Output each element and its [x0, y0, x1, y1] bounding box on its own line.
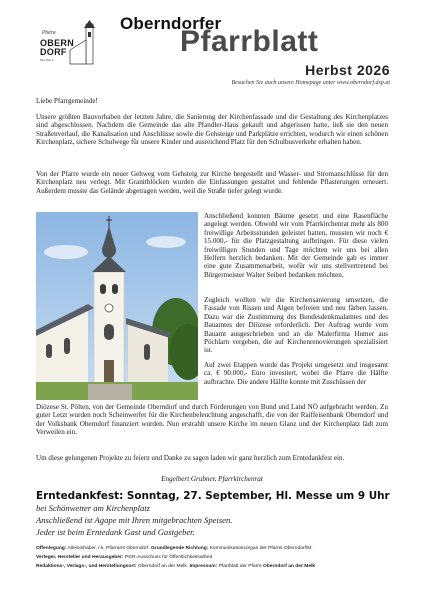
impressum-line-1	[36, 544, 388, 553]
event-line-1: bei Schönwetter am Kirchenplatz	[36, 503, 151, 513]
paragraph-1: Unsere größten Bauvorhaben der letzten Jahre, die Sanierung der Kirchenfassade und die Gestaltung des Kirchenplatzes sind abgeschlossen. Nachdem die Gemeinde das alte Pfandler-Haus gekauft und abgerissen hatte, ließ sie den neuen Straßenverlauf, die Kanalisation und Anschlüsse sowie die Gehsteige und Parkplätze errichten, wodurch wir einen schönen Kirchenplatz, sichere Schulwege für unsere Kinder und ausreichend Platz für den Schulbusverkehr erhalten haben.	[36, 113, 388, 147]
impressum-label-offenlegung: Offenlegung:	[36, 546, 67, 551]
paragraph-5b: Diözese St. Pölten, von der Gemeinde Oberndorf und durch Förderungen von Bund und Land NÖ aufgebracht werden. Zu guter Letzt wurden noch Scheinwerfer für die Kirchenbeleuchtung angeschafft, die von der Raiffeisenbank Oberndorf und der Volksbank Oberndorf finanziert wurden. Nun erstrahlt unsere Kirche im neuen Glanz und der Kirchenplatz lädt zum Verweilen ein.	[36, 403, 388, 437]
paragraph-4: Zugleich wollten wir die Kirchensanierung umsetzen, die Fassade von Rissen und Algen befreien und neu färben lassen. Dazu war die Zustimmung des Bundesdenkmalamtes und des Bauamtes der Diözese erforderlich. Der Auftrag wurde vom Bauamt ausgeschrieben und an die Malerfirma Humer aus Pöchlarn vergeben, die auf Kirchenrenovierungen spezialisiert ist.	[204, 296, 388, 355]
logo-line-2: DORF	[40, 47, 67, 57]
logo-tiny-text: BEI MELK	[40, 58, 54, 62]
paragraph-3: Anschließend konnten Bäume gesetzt und eine Rasenfläche angelegt werden. Obwohl wir vom Pfarrkirchenrat mehr als 800 freiwillige Arbeitsstunden geleistet hatten, mussten wir noch € 15.000,- für die Platzgestaltung aufbringen. Für diese vielen freiwilligen Stunden und Tage möchten wir uns bei allen Helfern herzlich bedanken. Mit der Gemeinde gab es immer eine gute Zusammenarbeit, wofür wir uns stellvertretend bei Bürgermeister Walter Seiberl bedanken möchten.	[204, 212, 388, 279]
signature: Engelbert Grubner, Pfarrkirchenrat	[161, 475, 263, 483]
logo-small-text: Pfarre	[42, 30, 56, 36]
impressum-text-richtung: Kommunikationsorgan der Pfarrei Oberndorf/M.	[208, 546, 313, 551]
impressum-text-offenlegung: Alleininhaber. r.k. Pfarramt Oberndorf.	[66, 546, 151, 551]
paragraph-2: Von der Pfarre wurde ein neuer Gehweg vom Gehsteig zur Kirche hergestellt und Wasser- und Stromanschlüsse für den Kirchenplatz neu verlegt. Mit Granitblöcken wurden die Einfassungen gestaltet und fehlende Pflasterungen erneuert. Außerdem musste das Gelände abgetragen werden, weil die Straße tiefer gelegt wurde.	[36, 170, 388, 195]
event-line-2: Anschließend ist Agape mit Ihren mitgebrachten Speisen.	[36, 515, 233, 525]
greeting: Liebe Pfarrgemeinde!	[36, 97, 98, 105]
logo-line-1: OBERN	[40, 38, 75, 48]
paragraph-5a: Auf zwei Etappen wurde das Projekt umgesetzt und insgesamt ca. € 90.000,- Euro investiert, wobei die Pfarre die Hälfte aufbrachte. Die andere Hälfte konnte mit Zuschüssen der	[204, 361, 388, 386]
impressum-label-verleger: Verleger, Hersteller und Herausgeber:	[36, 555, 124, 560]
event-title: Erntedankfest: Sonntag, 27. September, Hl. Messe um 9 Uhr	[36, 490, 390, 502]
title-top: Oberndorfer	[120, 14, 222, 33]
impressum-label-pfarre: Oberndorf an der Melk	[262, 564, 316, 569]
church-photo	[36, 212, 198, 400]
edition-label: Herbst 2026	[305, 62, 390, 78]
impressum-line-3	[36, 562, 388, 571]
title-main: Pfarrblatt	[180, 25, 319, 58]
impressum-label-ort: Redaktions-, Verlags-, und Herstellungsort:	[36, 564, 137, 569]
impressum	[36, 544, 388, 571]
impressum-text-verleger: PGR-Ausschuss für Öffentlichkeitsarbeit	[123, 555, 213, 560]
impressum-line-2	[36, 553, 388, 562]
homepage-note: Besuchen Sie auch unsere Homepage unter www.oberndorf.dsp.at	[231, 80, 390, 86]
event-line-3: Jeder ist beim Erntedank Gast und Gastgeber.	[36, 527, 195, 537]
paragraph-6: Um diese gelungenen Projekte zu feiern und Danke zu sagen laden wir ganz herzlich zum Erntedankfest ein.	[36, 454, 345, 462]
impressum-label-impressum: Impressum:	[189, 564, 218, 569]
impressum-text-ort: Oberndorf an der Melk.	[136, 564, 190, 569]
impressum-text-impressum: Pfarrblatt der Pfarre	[217, 564, 263, 569]
impressum-label-richtung: Grundlegende Richtung:	[150, 546, 209, 551]
